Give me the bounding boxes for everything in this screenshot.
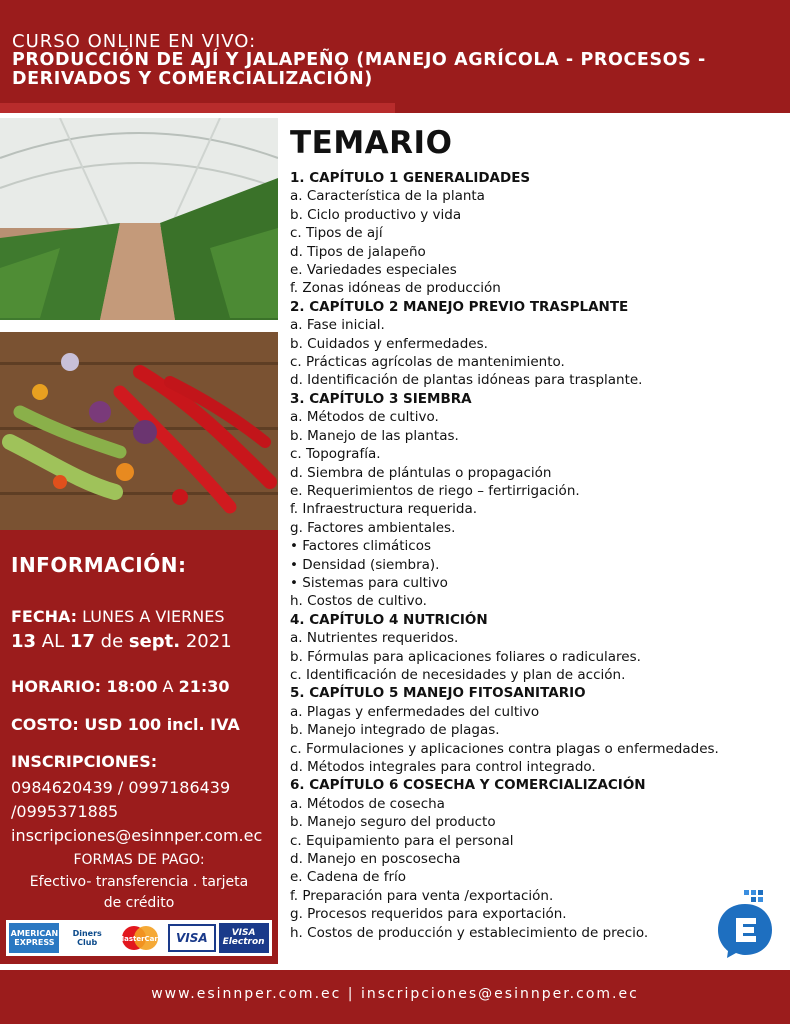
header-accent-strip (0, 103, 395, 113)
cost-line: COSTO: USD 100 incl. IVA (11, 715, 240, 734)
date-label-line (11, 607, 224, 626)
syllabus-item: h. Costos de producción y establecimiento de precio. (290, 924, 649, 941)
syllabus-item: f. Preparación para venta /exportación. (290, 887, 554, 904)
syllabus-item: b. Cuidados y enfermedades. (290, 335, 488, 352)
syllabus-item: h. Costos de cultivo. (290, 593, 427, 610)
syllabus-item: c. Equipamiento para el personal (290, 832, 514, 849)
info-title: INFORMACIÓN: (11, 553, 187, 577)
email-link[interactable]: inscripciones@esinnper.com.ec (11, 826, 263, 845)
date-year: 2021 (180, 631, 232, 652)
inscripciones-label: INSCRIPCIONES: (11, 752, 158, 771)
date-de: de (94, 631, 129, 652)
info-panel (0, 530, 278, 964)
course-title-line3: DERIVADOS Y COMERCIALIZACIÓN) (12, 69, 373, 89)
syllabus-item: d. Métodos integrales para control integrado. (290, 759, 596, 775)
payment-line2: de crédito (103, 895, 175, 911)
course-title-line1: CURSO ONLINE EN VIVO: (12, 31, 257, 52)
syllabus-item: • Factores climáticos (290, 538, 432, 555)
phone-number-extra: /0995371885 (11, 802, 119, 821)
date-day-end: 17 (69, 631, 95, 652)
syllabus-chapter: 2. CAPÍTULO 2 MANEJO PREVIO TRASPLANTE (290, 298, 629, 315)
syllabus-chapter: 6. CAPÍTULO 6 COSECHA Y COMERCIALIZACIÓN (290, 777, 646, 794)
syllabus-item: e. Requerimientos de riego – fertirrigación. (290, 482, 580, 499)
mastercard-logo (115, 923, 165, 953)
course-title (12, 32, 782, 89)
syllabus-item: f. Zonas idóneas de producción (290, 280, 501, 297)
syllabus-item: d. Manejo en poscosecha (290, 851, 461, 868)
syllabus-list (290, 169, 780, 942)
phone-numbers: 0984620439 / 0997186439 (11, 778, 231, 797)
syllabus-chapter: 5. CAPÍTULO 5 MANEJO FITOSANITARIO (290, 685, 586, 702)
amex-logo: AMERICAN EXPRESS (9, 923, 59, 953)
date-al: AL (36, 631, 70, 652)
syllabus-item: • Densidad (siembra). (290, 556, 440, 573)
greenhouse-photo (0, 118, 278, 320)
date-day-start: 13 (11, 631, 37, 652)
syllabus-item: a. Métodos de cultivo. (290, 409, 439, 426)
horario-end: 21:30 (178, 677, 230, 696)
visa-logo: VISA (168, 924, 216, 952)
syllabus (290, 125, 780, 942)
syllabus-item: c. Topografía. (290, 446, 381, 463)
syllabus-item: d. Siembra de plántulas o propagación (290, 464, 552, 481)
syllabus-item: d. Identificación de plantas idóneas para trasplante. (290, 372, 643, 389)
schedule-line (11, 677, 230, 696)
syllabus-item: a. Característica de la planta (290, 188, 485, 205)
syllabus-item: g. Factores ambientales. (290, 519, 456, 536)
syllabus-item: f. Infraestructura requerida. (290, 501, 478, 518)
syllabus-title: TEMARIO (290, 125, 453, 161)
esinnper-logo-icon (714, 888, 776, 958)
syllabus-chapter: 1. CAPÍTULO 1 GENERALIDADES (290, 170, 531, 186)
date-range (11, 631, 232, 652)
horario-a: A (157, 677, 179, 696)
payment-line1: Efectivo- transferencia . tarjeta (29, 874, 249, 890)
payment-cards (6, 920, 272, 956)
fecha-label: FECHA: (11, 607, 78, 626)
payment-title: FORMAS DE PAGO: (73, 852, 205, 868)
syllabus-item: g. Procesos requeridos para exportación. (290, 906, 567, 923)
syllabus-item: b. Manejo de las plantas. (290, 427, 459, 444)
payment-description (0, 872, 278, 914)
horario-label: HORARIO: 18:00 (11, 677, 158, 696)
syllabus-chapter: 3. CAPÍTULO 3 SIEMBRA (290, 390, 472, 407)
peppers-illustration (0, 332, 278, 530)
syllabus-item: e. Cadena de frío (290, 869, 407, 886)
syllabus-item: a. Métodos de cosecha (290, 795, 445, 812)
footer-contact[interactable]: www.esinnper.com.ec | inscripciones@esinnper.com.ec (151, 986, 639, 1002)
syllabus-item: a. Fase inicial. (290, 317, 385, 334)
visa-electron-logo: VISA Electron (219, 923, 269, 953)
diners-logo: Diners Club (62, 923, 112, 953)
syllabus-item: a. Nutrientes requeridos. (290, 630, 459, 647)
syllabus-item: e. Variedades especiales (290, 262, 457, 279)
syllabus-chapter: 4. CAPÍTULO 4 NUTRICIÓN (290, 611, 488, 628)
greenhouse-illustration (0, 118, 278, 320)
header-banner (0, 0, 790, 113)
mastercard-label: MasterCard (117, 935, 163, 943)
footer (0, 970, 790, 1024)
syllabus-item: b. Ciclo productivo y vida (290, 206, 462, 223)
syllabus-item: • Sistemas para cultivo (290, 574, 448, 591)
syllabus-item: c. Prácticas agrícolas de mantenimiento. (290, 354, 565, 371)
mastercard-icon (116, 923, 164, 953)
course-title-line2: PRODUCCIÓN DE AJÍ Y JALAPEÑO (MANEJO AGRÍCOLA - PROCESOS - (12, 50, 706, 70)
syllabus-item: c. Identificación de necesidades y plan de acción. (290, 666, 626, 683)
syllabus-item: b. Manejo integrado de plagas. (290, 722, 500, 739)
syllabus-item: c. Formulaciones y aplicaciones contra plagas o enfermedades. (290, 740, 719, 757)
fecha-days: LUNES A VIERNES (77, 607, 225, 626)
syllabus-item: a. Plagas y enfermedades del cultivo (290, 703, 540, 720)
syllabus-item: c. Tipos de ají (290, 225, 383, 242)
syllabus-item: b. Manejo seguro del producto (290, 814, 496, 831)
syllabus-item: b. Fórmulas para aplicaciones foliares o radiculares. (290, 648, 641, 665)
date-month: sept. (128, 631, 181, 652)
peppers-photo (0, 332, 278, 530)
esinnper-logo (714, 888, 776, 958)
syllabus-item: d. Tipos de jalapeño (290, 243, 426, 260)
